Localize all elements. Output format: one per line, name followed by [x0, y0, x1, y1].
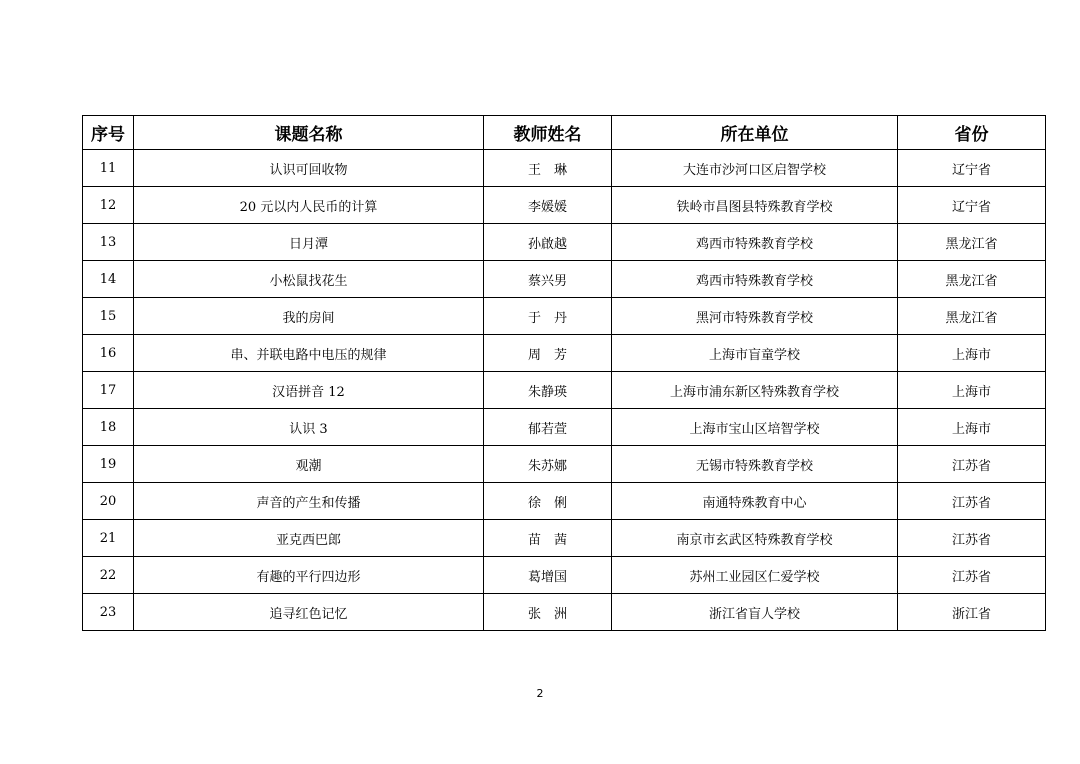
cell-province: 浙江省 [898, 594, 1046, 631]
cell-teacher-name: 葛增国 [484, 557, 612, 594]
cell-course-title: 认识 3 [134, 409, 484, 446]
cell-province: 黑龙江省 [898, 298, 1046, 335]
cell-course-title: 20 元以内人民币的计算 [134, 187, 484, 224]
cell-school: 大连市沙河口区启智学校 [612, 150, 898, 187]
cell-teacher-name: 郁若萱 [484, 409, 612, 446]
cell-index: 20 [83, 483, 134, 520]
cell-school: 铁岭市昌图县特殊教育学校 [612, 187, 898, 224]
cell-course-title: 认识可回收物 [134, 150, 484, 187]
table-row [83, 483, 1046, 520]
table-row [83, 409, 1046, 446]
header-index: 序号 [83, 116, 134, 150]
cell-school: 上海市宝山区培智学校 [612, 409, 898, 446]
cell-index: 11 [83, 150, 134, 187]
table-row [83, 372, 1046, 409]
cell-teacher-name: 朱苏娜 [484, 446, 612, 483]
cell-index: 18 [83, 409, 134, 446]
table-body [83, 150, 1046, 631]
header-school: 所在单位 [612, 116, 898, 150]
cell-school: 鸡西市特殊教育学校 [612, 224, 898, 261]
cell-school: 南京市玄武区特殊教育学校 [612, 520, 898, 557]
cell-province: 江苏省 [898, 446, 1046, 483]
table-row [83, 261, 1046, 298]
cell-course-title: 小松鼠找花生 [134, 261, 484, 298]
cell-index: 21 [83, 520, 134, 557]
table-row [83, 446, 1046, 483]
cell-teacher-name: 孙啟越 [484, 224, 612, 261]
cell-course-title: 串、并联电路中电压的规律 [134, 335, 484, 372]
cell-province: 辽宁省 [898, 187, 1046, 224]
cell-index: 16 [83, 335, 134, 372]
header-teacher-name: 教师姓名 [484, 116, 612, 150]
header-course-title: 课题名称 [134, 116, 484, 150]
cell-teacher-name: 朱静瑛 [484, 372, 612, 409]
table-row [83, 594, 1046, 631]
table-row [83, 557, 1046, 594]
table-row [83, 335, 1046, 372]
cell-province: 江苏省 [898, 483, 1046, 520]
cell-teacher-name: 王 琳 [484, 150, 612, 187]
cell-index: 13 [83, 224, 134, 261]
table-row [83, 150, 1046, 187]
cell-teacher-name: 于 丹 [484, 298, 612, 335]
cell-province: 上海市 [898, 335, 1046, 372]
cell-index: 17 [83, 372, 134, 409]
cell-index: 12 [83, 187, 134, 224]
cell-course-title: 日月潭 [134, 224, 484, 261]
cell-school: 苏州工业园区仁爱学校 [612, 557, 898, 594]
table-row [83, 520, 1046, 557]
cell-province: 辽宁省 [898, 150, 1046, 187]
cell-school: 鸡西市特殊教育学校 [612, 261, 898, 298]
cell-course-title: 汉语拼音 12 [134, 372, 484, 409]
cell-teacher-name: 徐 俐 [484, 483, 612, 520]
cell-index: 14 [83, 261, 134, 298]
cell-province: 江苏省 [898, 557, 1046, 594]
cell-province: 黑龙江省 [898, 261, 1046, 298]
cell-school: 浙江省盲人学校 [612, 594, 898, 631]
cell-teacher-name: 张 洲 [484, 594, 612, 631]
cell-course-title: 声音的产生和传播 [134, 483, 484, 520]
cell-school: 上海市盲童学校 [612, 335, 898, 372]
cell-index: 19 [83, 446, 134, 483]
cell-province: 黑龙江省 [898, 224, 1046, 261]
cell-course-title: 我的房间 [134, 298, 484, 335]
cell-school: 南通特殊教育中心 [612, 483, 898, 520]
cell-school: 无锡市特殊教育学校 [612, 446, 898, 483]
table-header-row [83, 116, 1046, 150]
cell-teacher-name: 苗 茜 [484, 520, 612, 557]
cell-course-title: 有趣的平行四边形 [134, 557, 484, 594]
cell-province: 上海市 [898, 409, 1046, 446]
cell-school: 黑河市特殊教育学校 [612, 298, 898, 335]
cell-index: 23 [83, 594, 134, 631]
cell-teacher-name: 李媛媛 [484, 187, 612, 224]
cell-teacher-name: 蔡兴男 [484, 261, 612, 298]
table-row [83, 187, 1046, 224]
cell-province: 上海市 [898, 372, 1046, 409]
table-row [83, 224, 1046, 261]
course-table [82, 115, 1046, 631]
cell-index: 15 [83, 298, 134, 335]
cell-index: 22 [83, 557, 134, 594]
cell-course-title: 观潮 [134, 446, 484, 483]
table-row [83, 298, 1046, 335]
cell-course-title: 亚克西巴郎 [134, 520, 484, 557]
page-number: 2 [536, 687, 544, 700]
header-province: 省份 [898, 116, 1046, 150]
cell-course-title: 追寻红色记忆 [134, 594, 484, 631]
cell-school: 上海市浦东新区特殊教育学校 [612, 372, 898, 409]
cell-teacher-name: 周 芳 [484, 335, 612, 372]
cell-province: 江苏省 [898, 520, 1046, 557]
